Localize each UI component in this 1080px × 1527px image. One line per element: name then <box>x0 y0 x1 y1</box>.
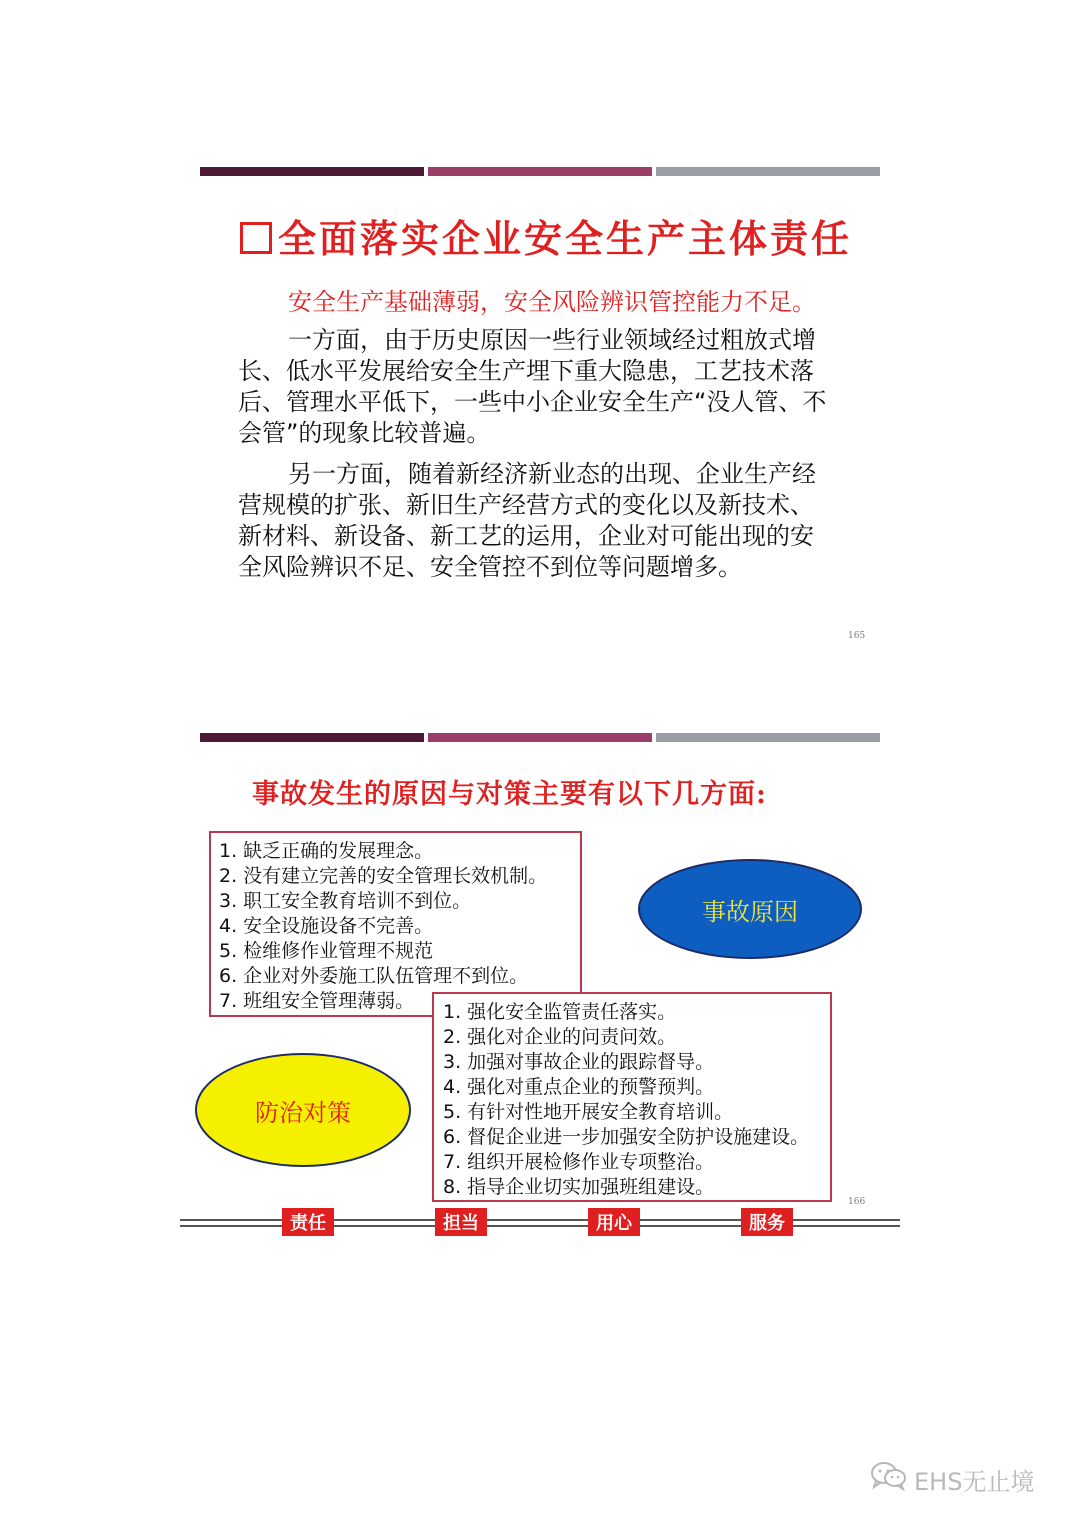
slide1-title <box>240 208 852 263</box>
cause-item: 5. 检维修作业管理不规范 <box>219 940 434 962</box>
cause-ellipse <box>638 859 862 959</box>
slide1-title-text: 全面落实企业安全生产主体责任 <box>278 216 853 261</box>
cause-item: 1. 缺乏正确的发展理念。 <box>219 840 434 862</box>
cause-item: 3. 职工安全教育培训不到位。 <box>219 890 472 912</box>
measures-list-box <box>432 992 832 1202</box>
cause-item: 2. 没有建立完善的安全管理长效机制。 <box>219 865 548 887</box>
measure-item: 2. 强化对企业的问责问效。 <box>443 1026 677 1048</box>
footer-tag-commitment: 担当 <box>435 1208 487 1236</box>
cause-item: 6. 企业对外委施工队伍管理不到位。 <box>219 965 529 987</box>
measure-item: 5. 有针对性地开展安全教育培训。 <box>443 1101 734 1123</box>
cause-label: 事故原因 <box>702 897 798 926</box>
slide1-page-number: 165 <box>848 631 866 641</box>
wechat-icon <box>870 1461 908 1497</box>
slide2-bar-dark <box>200 733 424 742</box>
measure-item: 8. 指导企业切实加强班组建设。 <box>443 1176 715 1198</box>
measure-item: 7. 组织开展检修作业专项整治。 <box>443 1151 715 1173</box>
slide1-subtitle: 安全生产基础薄弱，安全风险辨识管控能力不足。 <box>288 288 816 316</box>
footer-tag-responsibility: 责任 <box>282 1208 334 1236</box>
slide2-title: 事故发生的原因与对策主要有以下几方面: <box>252 779 767 810</box>
slide1-paragraph-1: 一方面，由于历史原因一些行业领域经过粗放式增长、低水平发展给安全生产埋下重大隐患，工艺技术落后、管理水平低下，一些中小企业安全生产“没人管、不会管”的现象比较普遍。 <box>238 326 827 447</box>
cause-item: 7. 班组安全管理薄弱。 <box>219 990 415 1012</box>
slide1-bar-dark <box>200 167 424 176</box>
watermark-text: EHS无止境 <box>914 1467 1035 1496</box>
measure-item: 3. 加强对事故企业的跟踪督导。 <box>443 1051 715 1073</box>
measure-ellipse <box>195 1053 411 1167</box>
measure-item: 4. 强化对重点企业的预警预判。 <box>443 1076 715 1098</box>
slide1-bar-gray <box>656 167 880 176</box>
measures-list <box>443 1000 822 1200</box>
causes-list-box <box>209 831 582 1017</box>
causes-list <box>219 839 572 1014</box>
measure-label: 防治对策 <box>255 1098 351 1127</box>
measure-item: 1. 强化安全监管责任落实。 <box>443 1001 677 1023</box>
footer-tag-dedication: 用心 <box>588 1208 640 1236</box>
slide2-bar-gray <box>656 733 880 742</box>
measure-item: 6. 督促企业进一步加强安全防护设施建设。 <box>443 1126 810 1148</box>
footer-tag-service: 服务 <box>741 1208 793 1236</box>
slide1-paragraph-2: 另一方面，随着新经济新业态的出现、企业生产经营规模的扩张、新旧生产经营方式的变化以及新技术、新材料、新设备、新工艺的运用，企业对可能出现的安全风险辨识不足、安全管控不到位等问题增多。 <box>238 460 816 581</box>
watermark <box>870 1461 1034 1497</box>
slide1-bar-mid <box>428 167 652 176</box>
slide2-bar-mid <box>428 733 652 742</box>
checkbox-square-icon <box>240 222 272 254</box>
slide2-page-number: 166 <box>848 1197 866 1207</box>
cause-item: 4. 安全设施设备不完善。 <box>219 915 434 937</box>
